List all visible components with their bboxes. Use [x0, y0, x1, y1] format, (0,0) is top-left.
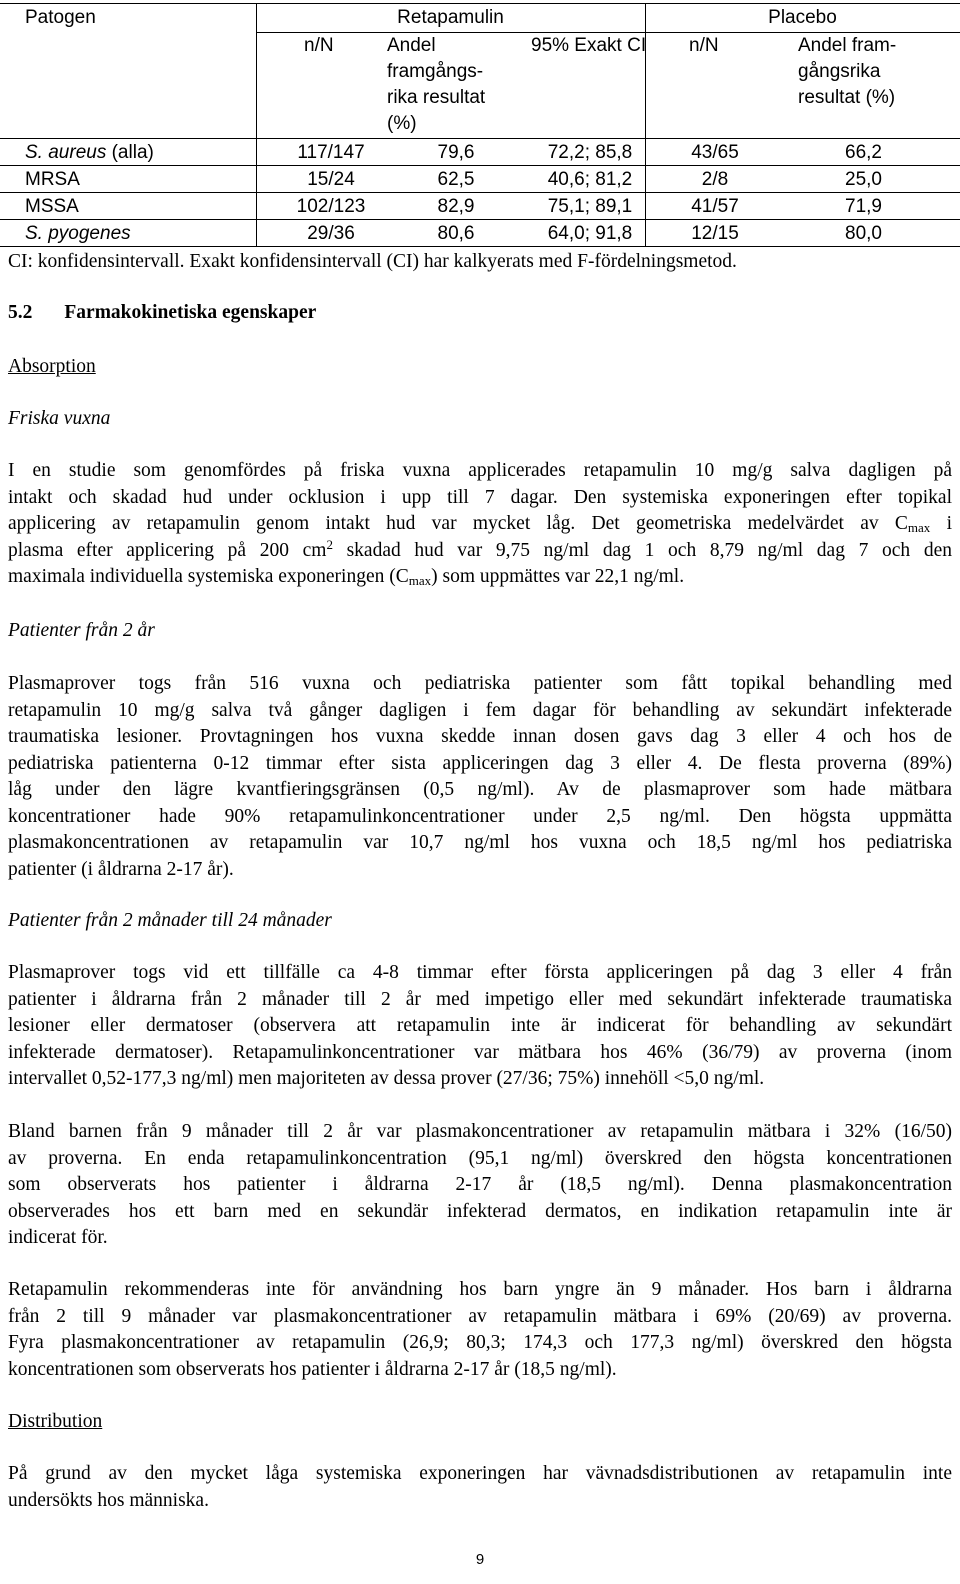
header-andel-line: gångsrika: [798, 61, 881, 82]
paragraph-barn-9-manader: [8, 1119, 952, 1252]
text-line: från 2 till 9 månader var plasmakoncentrationer av retapamulin mätbara i 69% (20/69) av proverna.: [8, 1305, 952, 1327]
table-row-divider: [0, 219, 960, 220]
header-andel-line: framgångs-: [387, 61, 484, 82]
cell-ci: 40,6; 81,2: [547, 169, 633, 190]
cell-andel: 62,5: [437, 169, 475, 190]
cell-andel: 82,9: [437, 196, 475, 217]
paragraph-distribution: [8, 1461, 952, 1514]
cell-andel-placebo: 25,0: [845, 169, 882, 190]
paragraph-friska-vuxna: [8, 458, 952, 591]
text-line: pediatriska patienterna 0-12 timmar efter sista appliceringen dag 3 eller 4. De flesta proverna (89%): [8, 752, 952, 774]
cell-nn: 117/147: [297, 142, 365, 163]
paragraph-patienter-2-ar: [8, 671, 952, 883]
text-line: Plasmaprover togs från 516 vuxna och pediatriska patienter som fått topikal behandling med: [8, 673, 952, 694]
text-line: traumatiska lesioner. Provtagningen hos vuxna skedde innan dosen gavs dag 3 eller 4 och hos de: [8, 726, 952, 747]
subheading-friska-vuxna: Friska vuxna: [8, 408, 111, 429]
header-andel-line: rika resultat: [387, 87, 486, 108]
text-line: intervallet 0,52-177,3 ng/ml) men majoriteten av dessa prover (27/36; 75%) innehöll <5,0 ng/ml.: [8, 1068, 765, 1089]
heading-distribution: Distribution: [8, 1411, 103, 1432]
table-row: [0, 167, 960, 192]
text-line: intakt och skadad hud under ocklusion i upp till 7 dagar. Den systemiska exponeringen efter topikal: [8, 486, 952, 508]
table-row: [0, 140, 960, 165]
cell-andel: 80,6: [437, 223, 475, 244]
header-group-retapamulin: Retapamulin: [397, 7, 504, 28]
cell-andel-placebo: 71,9: [845, 196, 882, 217]
text-line: Fyra plasmakoncentrationer av retapamulin (26,9; 80,3; 174,3 och 177,3 ng/ml) överskred den högsta: [8, 1332, 952, 1353]
text-line: som observerats hos patienter i åldrarna 2-17 år (18,5 ng/ml). Denna plasmakoncentration: [8, 1174, 952, 1195]
text-line: I en studie som genomfördes på friska vuxna applicerades retapamulin 10 mg/g salva dagligen på: [8, 460, 952, 481]
page-number: 9: [475, 1551, 485, 1568]
text-line: plasma efter applicering på 200 $cm^2$ skadad hud var 9,75 ng/ml dag 1 och 8,79 ng/ml dag 7 och den: [8, 536, 952, 561]
cell-andel-placebo: 66,2: [845, 142, 882, 163]
header-andel-placebo: [798, 33, 896, 111]
cell-ci: 64,0; 91,8: [547, 223, 633, 244]
header-nn-placebo: n/N: [689, 35, 719, 56]
text-line: Plasmaprover togs vid ett tillfälle ca 4-8 timmar efter första appliceringen på dag 3 eller 4 från: [8, 962, 952, 983]
text-line: Bland barnen från 9 månader till 2 år var plasmakoncentrationer av retapamulin mätbara i 32% (16/50): [8, 1121, 952, 1142]
cell-pathogen: S. aureus (alla): [25, 142, 154, 163]
table-row-divider: [0, 165, 960, 166]
table-header-divider: [0, 138, 960, 139]
text-line: plasmakoncentrationen av retapamulin var 10,7 ng/ml hos vuxna och 18,5 ng/ml hos pediatriska: [8, 832, 952, 853]
cell-nn: 15/24: [307, 169, 355, 190]
section-heading: [8, 300, 316, 326]
cell-pathogen: MSSA: [25, 196, 79, 217]
section-title: Farmakokinetiska egenskaper: [64, 302, 317, 323]
text-line: koncentrationen som observerats hos patienter i åldrarna 2-17 år (18,5 ng/ml).: [8, 1358, 617, 1380]
cell-pathogen: S. pyogenes: [25, 223, 131, 244]
header-andel-line: Andel: [387, 35, 436, 56]
text-line: På grund av den mycket låga systemiska exponeringen har vävnadsdistributionen av retapamulin inte: [8, 1463, 952, 1484]
cell-nn: 102/123: [296, 196, 366, 217]
paragraph-patienter-2-24-manader: [8, 960, 952, 1093]
text-line: maximala individuella systemiska exponeringen $(C_{max})$ som uppmättes var 22,1 ng/ml.: [8, 566, 685, 588]
text-line: patienter i åldrarna från 2 månader till 2 år med impetigo eller med sekundärt infekterade traumatiska: [8, 988, 952, 1010]
cell-nn-placebo: 43/65: [691, 142, 739, 163]
text-line: infekterade dermatoser). Retapamulinkoncentrationer var mätbara hos 46% (36/79) av proverna (inom: [8, 1041, 952, 1063]
text-line: undersökts hos människa.: [8, 1489, 209, 1511]
cell-andel-placebo: 80,0: [845, 223, 882, 244]
text-line: applicering av retapamulin genom intakt hud var mycket låg. Det geometriska medelvärdet av $C_{max}$ i: [8, 513, 952, 535]
text-line: Retapamulin rekommenderas inte för användning hos barn yngre än 9 månader. Hos barn i åldrarna: [8, 1279, 952, 1300]
text-line: indicerat för.: [8, 1227, 108, 1248]
text-line: av proverna. En enda retapamulinkoncentration (95,1 ng/ml) överskred den högsta koncentrationen: [8, 1147, 952, 1169]
table-footnote: CI: konfidensintervall. Exakt konfidensintervall (CI) har kalkyerats med F-fördelningsmetod.: [8, 251, 737, 272]
text-line: koncentrationer hade 90% retapamulinkoncentrationer under 2,5 ng/ml. Den högsta uppmätta: [8, 805, 952, 827]
table-border-top: [0, 3, 960, 4]
header-andel-retapamulin: [387, 33, 485, 137]
header-ci: 95% Exakt CI: [531, 35, 647, 56]
text-line: lesioner eller dermatoser (observera att retapamulin inte är indicerat för behandling av sekundärt: [8, 1015, 952, 1036]
text-line: observerades hos ett barn med en sekundär infekterad dermatos, en indikation retapamulin inte är: [8, 1200, 952, 1222]
paragraph-rekommendation: [8, 1277, 952, 1383]
heading-absorption: Absorption: [8, 356, 96, 377]
header-andel-line: (%): [387, 113, 417, 134]
subheading-patienter-2-24-manader: Patienter från 2 månader till 24 månader: [8, 910, 332, 931]
cell-ci: 72,2; 85,8: [547, 142, 633, 163]
text-line: låg under den lägre kvantfieringsgränsen (0,5 ng/ml). Av de plasmaprover som hade mätbara: [8, 779, 952, 800]
header-pathogen: Patogen: [25, 7, 96, 28]
cell-andel: 79,6: [437, 142, 475, 163]
text-line: patienter (i åldrarna 2-17 år).: [8, 858, 234, 880]
text-line: retapamulin 10 mg/g salva två gånger dagligen i fem dagar för behandling av sekundärt infekterade: [8, 699, 952, 721]
cell-ci: 75,1; 89,1: [547, 196, 633, 217]
header-group-placebo: Placebo: [768, 7, 837, 28]
cell-pathogen: MRSA: [25, 169, 80, 190]
section-number: 5.2: [8, 302, 33, 323]
cell-nn-placebo: 2/8: [701, 169, 729, 190]
header-andel-line: Andel fram-: [798, 35, 897, 56]
header-nn: n/N: [304, 35, 334, 56]
table-row: [0, 221, 960, 246]
subheading-patienter-2-ar: Patienter från 2 år: [8, 620, 155, 641]
cell-nn-placebo: 12/15: [691, 223, 739, 244]
cell-nn-placebo: 41/57: [691, 196, 739, 217]
table-row: [0, 194, 960, 219]
cell-nn: 29/36: [307, 223, 355, 244]
header-andel-line: resultat (%): [798, 87, 896, 108]
table-border-bottom: [0, 246, 960, 247]
table-row-divider: [0, 192, 960, 193]
